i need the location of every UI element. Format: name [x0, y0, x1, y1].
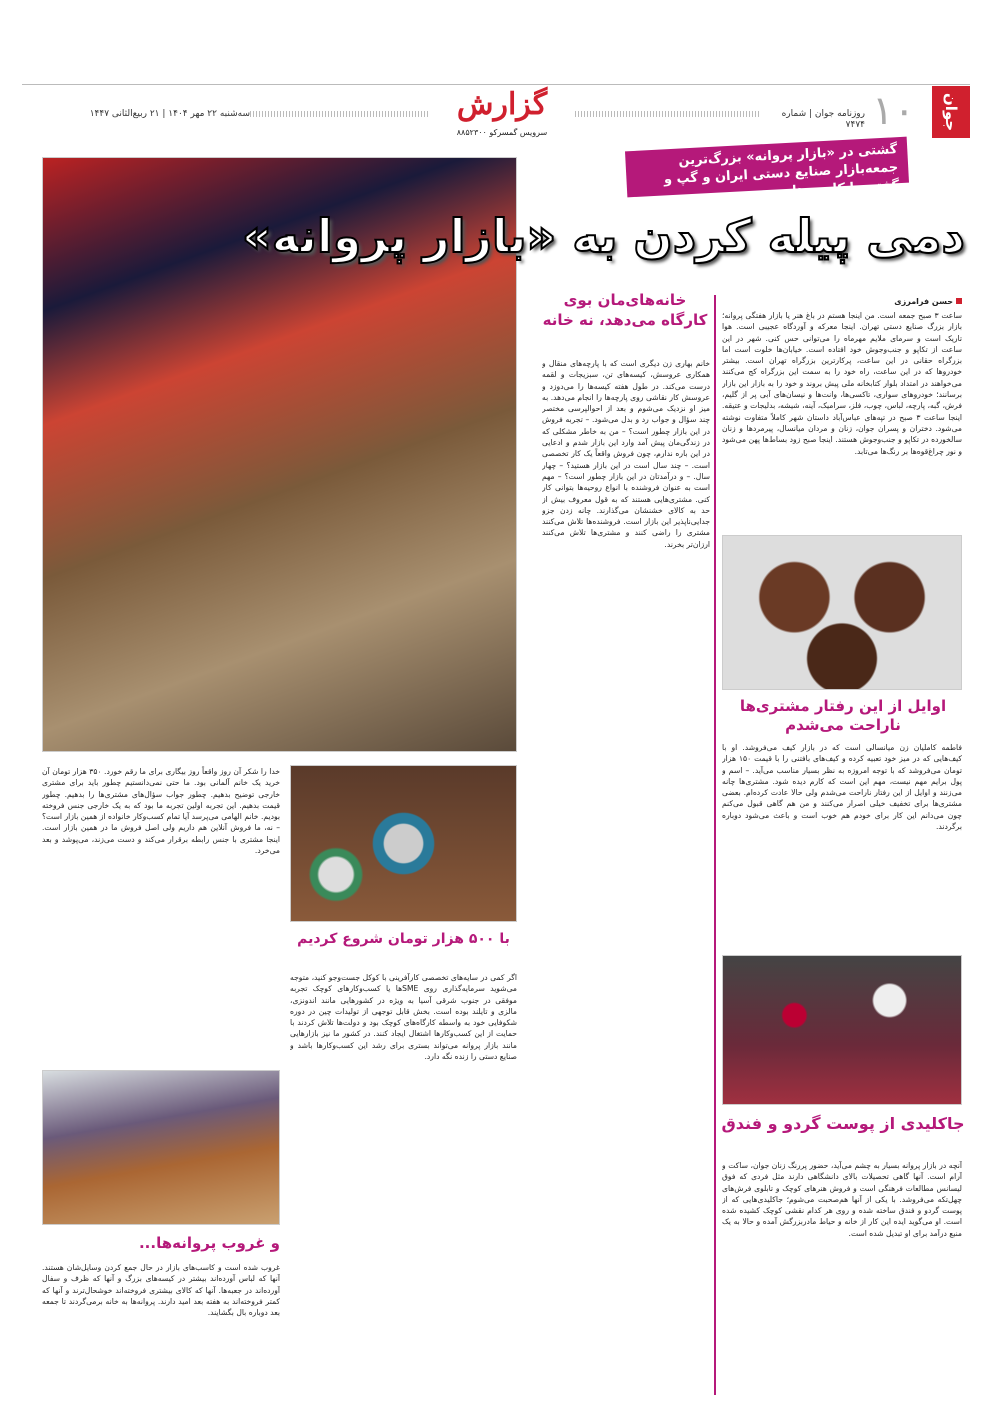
wooden-heads-photo: [722, 535, 962, 690]
column-divider: [714, 295, 716, 1395]
intro-text: ساعت ۳ صبح جمعه است. من اینجا هستم در باغ هنر یا بازار هفتگی پروانه؛ بازار بزرگ صنایع دستی تهران. اینجا معرکه و آوردگاه عجیبی است. هوا تاریک است و سرمای ملایم مهرماه را می‌توانی حس کنی. شهر در این ساعت از تکاپو و جنب‌وجوش خود افتاده است. خیابان‌ها خلوت است اما بزرگراه حقانی در این ساعت، پرکارترین بزرگراه تهران است. بیشتر خودروها که در این ساعت، راه خود را به سمت این بزرگراه کج می‌کنند می‌خواهند در امتداد بلوار کتابخانه ملی پیش بروند و خود را به بازار این بازار برسانند؛ خودروهای سواری، تاکسی‌ها، وانت‌ها و نیسان‌های آبی پر از گلیم، فرش، گبه، پارچه، لباس، چوب، فلز، سرامیک، آینه، شیشه، بدلیجات و عتیقه. اینجا ساعت ۳ صبح در تپه‌های عباس‌آباد داستان شهر کاملاً متفاوت نوشته می‌شود. دختران و پسران جوان، زنان و مردان میانسال، پیرمردها و زنان سالخورده در تکاپو و جنب‌وجوش هستند. اینجا صبح زود بساط‌ها پهن می‌شود و نور چراغ‌قوه‌ها بر رنگ‌ها می‌تابد.: [722, 311, 962, 456]
section-service: سرویس گمسرکو ۸۸۵۲۳۰۰: [456, 128, 548, 137]
newspaper-logo: جوان: [932, 86, 970, 138]
subhead: خانه‌های‌مان بوی کارگاه می‌دهد، نه خانه: [542, 291, 708, 329]
header-rule: [22, 84, 970, 85]
paper-info: روزنامه جوان | شماره ۷۴۷۴: [781, 109, 865, 130]
market-crowd-photo: [42, 1070, 280, 1225]
subhead: اوایل از این رفتار مشتری‌ها ناراحت می‌شدم: [739, 697, 947, 734]
subhead: جاکلیدی از پوست گردو و فندق: [721, 1114, 965, 1133]
section-text: آنچه در بازار پروانه بسیار به چشم می‌آید، حضور پررنگ زنان جوان، ساکت و آرام است. آنها گاهی تحصیلات بالای دانشگاهی دارند مثل فردی که فوق لیسانس مطالعات فرهنگی است و فروش هنرهای کوچک و تابلوی فرش‌های چهل‌تکه می‌فروشد. با یکی از آنها هم‌صحبت می‌شوم؛ جاکلیدی‌هایی که از پوست گردو و فندق ساخته شده و روی هر کدام نقشی کوچک کشیده شده است. او می‌گوید ایده این کار از خانه و حیاط مادربزرگش آمده و حالا به یک منبع درآمد برای او تبدیل شده است.: [722, 1161, 962, 1238]
issue-date: سه‌شنبه ۲۲ مهر ۱۴۰۴ | ۲۱ ربیع‌الثانی ۱۴۴۷: [89, 109, 250, 119]
section-text: خدا را شکر آن روز واقعاً روز بیگاری برای ما رقم خورد. ۳۵۰ هزار تومان آن خرید یک خانم آلمانی بود. ما حتی نمی‌دانستیم چطور باید برای مشتری خارجی توضیح بدهیم. چطور جواب سؤال‌های مشتری‌ها را بدهیم. چطور قیمت بدهیم. این تجربه اولین تجربه ما بود که به یک خارجی جنس فروخته بودیم. خانم الهامی می‌پرسد آیا تمام کسب‌وکار خانواده از همین بازار است؟ – نه، ما فروش آنلاین هم داریم ولی اصل فروش ما در همین بازار است. اینجا مشتری با جنس رابطه برقرار می‌کند و دست می‌زند، می‌پوشد و بعد می‌خرد.: [42, 767, 280, 856]
author: حسن فرامرزی: [722, 297, 962, 307]
subhead: با ۵۰۰ هزار تومان شروع کردیم: [297, 931, 510, 947]
section-title: گزارش: [456, 87, 548, 122]
section-text: اگر کمی در سایه‌های تخصصی کارآفرینی با کوکل جست‌وجو کنید، متوجه می‌شوید سرمایه‌گذاری روی SMEها یا کسب‌وکارهای کوچک تجربه موفقی در جنوب شرقی آسیا به ویژه در کشورهایی مانند اندونزی، مالزی و تایلند بوده است. بخش قابل توجهی از تولیدات چین در دوره شکوفایی خود به واسطه کارگاه‌های کوچک بود و دولت‌ها تلاش کردند با حمایت از این کسب‌وکارها اشتغال ایجاد کنند. در کشور ما نیز بازارهایی مانند بازار پروانه می‌تواند بستری برای رشد این کسب‌وکارها باشد و صنایع دستی را زنده نگه دارد.: [290, 973, 517, 1062]
mirrors-photo: [290, 765, 517, 922]
header-divider: [250, 111, 430, 117]
section-text: غروب شده است و کاسب‌های بازار در حال جمع کردن وسایل‌شان هستند. آنها که لباس آورده‌اند بیشتر در کیسه‌های بزرگ و آنها که ظرف و سفال آورده‌اند در جعبه‌ها. آنها که کالای بیشتری فروخته‌اند خوشحال‌ترند و آنها که کمتر فروخته‌اند به هفته بعد امید دارند. پروانه‌ها به خانه برمی‌گردند تا جمعه بعد دوباره بال بگشایند.: [42, 1263, 280, 1318]
article-headline: دمی پیله کردن به «بازار پروانه»: [242, 209, 965, 263]
section-text: خانم بهاری زن دیگری است که با پارچه‌های منقال و همکاری عروسش، کیسه‌های تن، سبزیجات و لقمه درست می‌کند. در طول هفته کیسه‌ها را می‌دوزد و عروسش کار نقاشی روی پارچه‌ها را انجام می‌دهد. به میز او نزدیک می‌شوم و بعد از احوالپرسی مختصر چند سؤال و جواب رد و بدل می‌شود. – تجربه فروش در این بازار چطور است؟ – من به خاطر مشکلی که در زندگی‌مان پیش آمد وارد این بازار شدم و ادعایی در این باره ندارم، چون فروش واقعاً یک کار تخصصی است. – چند سال است در این بازار هستید؟ – چهار سال. – و درآمدتان در این بازار چطور است؟ – مهم است به عنوان فروشنده با انواع روحیه‌ها بتوانی کار کنی. مشتری‌هایی هستند که به قول معروف بیش از حد به کالای خشنشان می‌گذارند. چانه زدن جزو جدایی‌ناپذیر این بازار است. فروشنده‌ها تلاش می‌کنند مشتری را راضی کنند و مشتری‌ها تلاش می‌کنند ارزان‌تر بخرند.: [542, 359, 710, 549]
page-number: ۱۰: [872, 88, 915, 134]
handicraft-stall-photo: [722, 955, 962, 1105]
article-kicker: گشتی در «بازار پروانه» بزرگ‌ترین جمعه‌بازار صنایع دستی ایران و گپ و گفتی با کاسب‌ها: [625, 137, 909, 198]
section-text: فاطمه کاملیان زن میانسالی است که در بازار کیف می‌فروشد. او با کیف‌هایی که در میز خود تعبیه کرده و کیف‌های بافتنی را با قیمت ۱۵۰ هزار تومان می‌فروشد که با توجه امروزه به نظر بسیار مناسب می‌آید. – اسم و پول برایم مهم نیست، مهم این است که کارم دیده شود. مشتری‌ها چانه می‌زنند و اوایل از این رفتار ناراحت می‌شدم ولی حالا عادت کرده‌ام. بعضی مشتری‌ها برای تخفیف خیلی اصرار می‌کنند و من هم گاهی قبول می‌کنم چون می‌دانم این کار برای خودم هم خوب است و باعث می‌شود دوباره برگردند.: [722, 743, 962, 832]
subhead: و غروب پروانه‌ها...: [138, 1234, 280, 1252]
header-divider: [575, 111, 761, 117]
